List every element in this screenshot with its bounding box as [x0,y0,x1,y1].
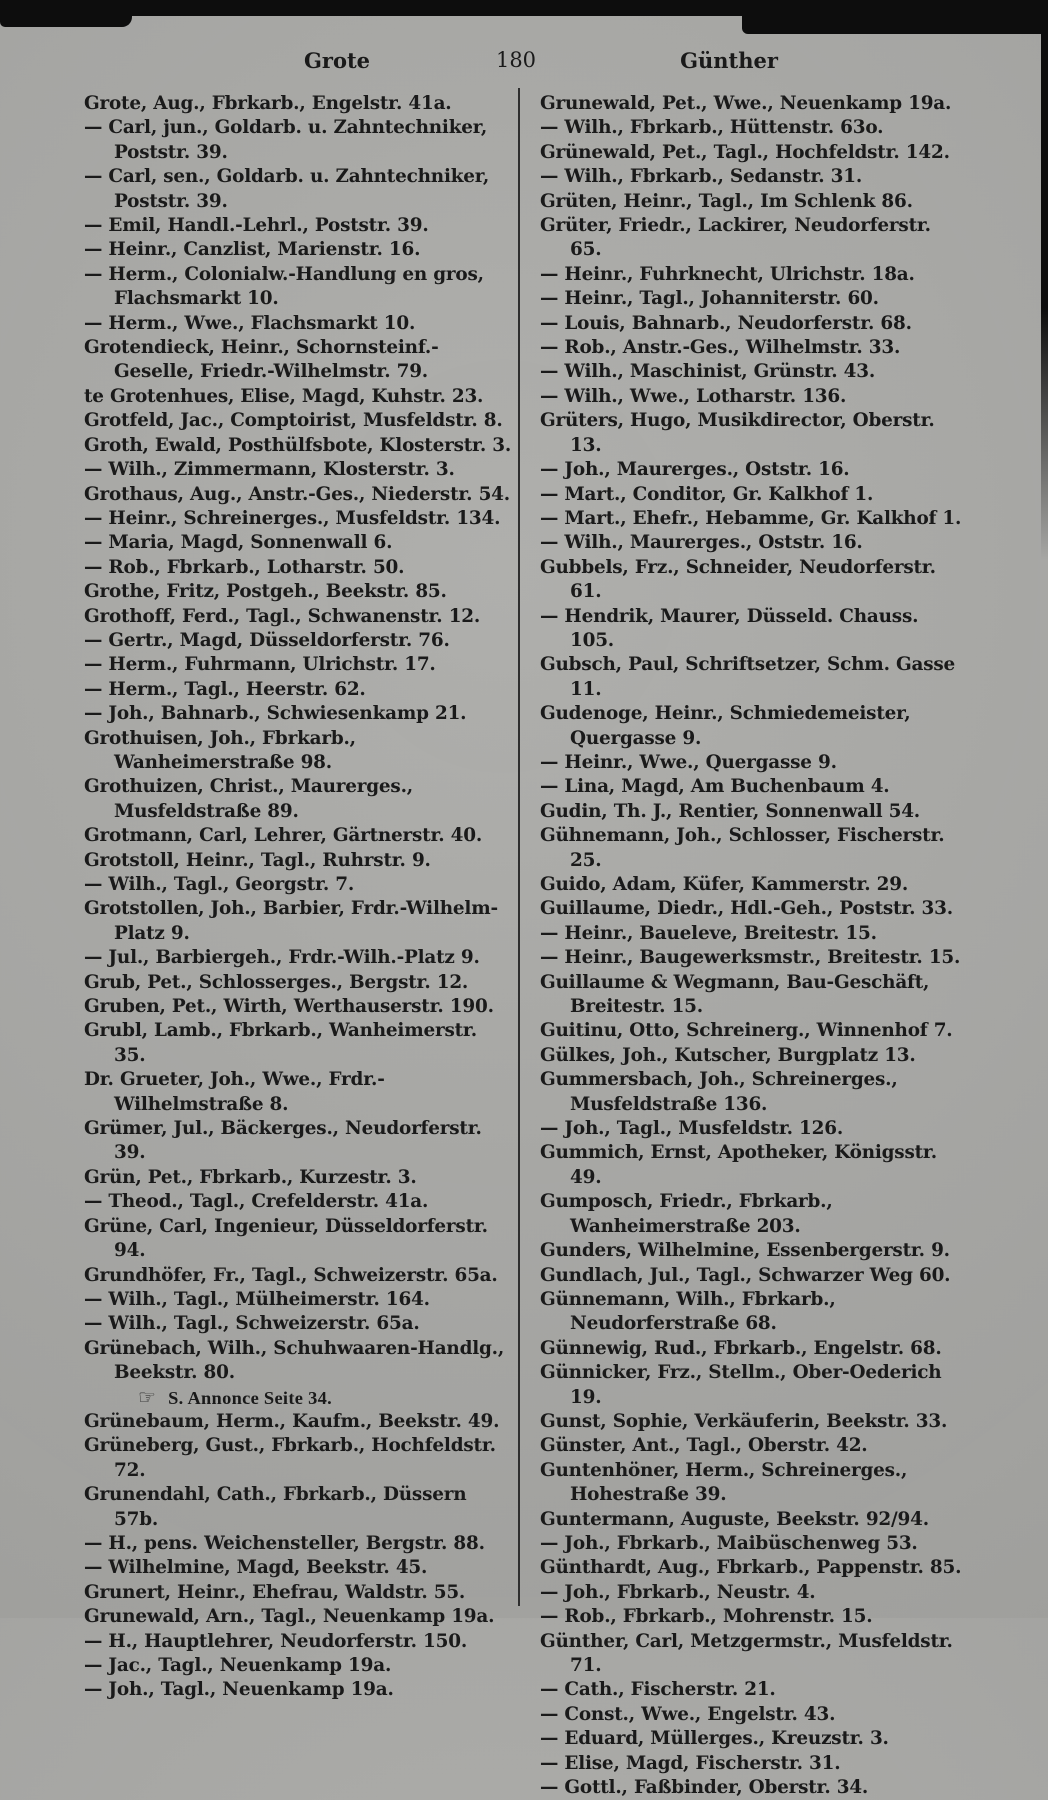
entry-text: Günnicker, Frz., Stellm., Ober-Oederich 19. [540,1362,942,1408]
directory-entry [84,605,514,629]
entry-text: — Eduard, Müllerges., Kreuzstr. 3. [540,1728,889,1750]
entry-text: — Jul., Barbiergeh., Frdr.-Wilh.-Platz 9. [84,947,480,969]
directory-entry [540,483,966,507]
entry-text: Grüneberg, Gust., Fbrkarb., Hochfeldstr. 72. [84,1435,496,1481]
entry-text: — Heinr., Wwe., Quergasse 9. [540,751,837,773]
entry-text: Gundlach, Jul., Tagl., Schwarzer Weg 60. [540,1264,951,1286]
entry-text: Gudin, Th. J., Rentier, Sonnenwall 54. [540,800,921,822]
directory-entry [540,1532,966,1556]
entry-text: Grunert, Heinr., Ehefrau, Waldstr. 55. [84,1581,466,1603]
entry-text: — Wilh., Maurerges., Oststr. 16. [540,532,863,554]
directory-entry [84,556,514,580]
directory-entry [540,1459,966,1508]
entry-text: Grünebach, Wilh., Schuhwaaren-Handlg., Beekstr. 80. [84,1337,505,1384]
entry-text: — Herm., Wwe., Flachsmarkt 10. [84,312,416,334]
entry-text: Grünebaum, Herm., Kaufm., Beekstr. 49. [84,1410,500,1432]
directory-entry [84,1166,514,1190]
directory-entry [84,1264,514,1288]
entry-text: — Joh., Tagl., Musfeldstr. 126. [540,1118,844,1140]
entry-text: — Heinr., Canzlist, Marienstr. 16. [84,239,421,261]
entry-text: — Heinr., Fuhrknecht, Ulrichstr. 18a. [540,263,915,285]
entry-text: — Rob., Fbrkarb., Lotharstr. 50. [84,556,405,578]
entry-text: Guntermann, Auguste, Beekstr. 92/94. [540,1508,929,1530]
directory-entry [540,92,966,116]
directory-entry [540,1361,966,1410]
entry-text: — Carl, jun., Goldarb. u. Zahntechniker, Poststr. 39. [84,117,488,163]
entry-text: — Joh., Bahnarb., Schwiesenkamp 21. [84,703,467,725]
scan-edge-right [1041,0,1048,560]
entry-text: Grüter, Friedr., Lackirer, Neudorferstr. 65. [540,215,931,261]
directory-entry [540,1776,966,1800]
entry-text: Grüten, Heinr., Tagl., Im Schlenk 86. [540,190,913,212]
directory-column-left [84,92,514,1703]
entry-text: — Emil, Handl.-Lehrl., Poststr. 39. [84,215,429,237]
directory-entry [84,946,514,970]
directory-entry [540,605,966,654]
directory-entry [84,1190,514,1214]
directory-entry [540,922,966,946]
entry-text: Grotstoll, Heinr., Tagl., Ruhrstr. 9. [84,849,431,871]
directory-entry [84,458,514,482]
directory-entry [84,971,514,995]
directory-entry [540,751,966,775]
directory-entry [540,531,966,555]
directory-entry [540,1264,966,1288]
directory-entry [84,434,514,458]
entry-text: Grote, Aug., Fbrkarb., Engelstr. 41a. [84,93,452,114]
running-head [0,48,1048,76]
entry-text: Grotendieck, Heinr., Schornsteinf.-Geselle, Friedr.-Wilhelmstr. 79. [84,337,439,383]
directory-entry [540,1727,966,1751]
directory-entry [84,1019,514,1068]
directory-entry [84,653,514,677]
entry-text: — Carl, sen., Goldarb. u. Zahntechniker, Poststr. 39. [84,166,490,212]
entry-text: — Hendrik, Maurer, Düsseld. Chauss. 105. [540,605,919,651]
entry-text: Grothuizen, Christ., Maurerges., Musfeldstraße 89. [84,776,413,822]
entry-text: Groth, Ewald, Posthülfsbote, Klosterstr. 3. [84,434,512,456]
entry-text: Dr. Grueter, Joh., Wwe., Frdr.-Wilhelmstraße 8. [84,1069,385,1115]
entry-text: Grothoff, Ferd., Tagl., Schwanenstr. 12. [84,605,481,627]
entry-text: — Wilh., Tagl., Schweizerstr. 65a. [84,1313,420,1335]
entry-text: Grüne, Carl, Ingenieur, Düsseldorferstr. 94. [84,1215,488,1262]
directory-entry [540,1410,966,1434]
directory-entry [540,1068,966,1117]
directory-entry [540,946,966,970]
page-number: 180 [495,48,537,72]
entry-text: — Gertr., Magd, Düsseldorferstr. 76. [84,629,450,651]
directory-entry [84,238,514,262]
directory-entry [84,629,514,653]
directory-entry [540,1508,966,1532]
directory-entry [84,336,514,385]
entry-text: Günnemann, Wilh., Fbrkarb., Neudorferstraße 68. [540,1288,836,1335]
directory-entry [540,190,966,214]
entry-text: — H., pens. Weichensteller, Bergstr. 88. [84,1532,485,1554]
directory-entry [540,1703,966,1727]
entry-text: — Joh., Fbrkarb., Neustr. 4. [540,1581,816,1603]
entry-text: — Gottl., Faßbinder, Oberstr. 34. [540,1777,869,1799]
entry-text: Grüters, Hugo, Musikdirector, Oberstr. 13. [540,410,935,456]
directory-entry [540,824,966,873]
entry-text: Grotstollen, Joh., Barbier, Frdr.-Wilhelm-Platz 9. [84,898,498,944]
entry-text: — Wilh., Fbrkarb., Hüttenstr. 63o. [540,117,884,139]
entry-text: Grothe, Fritz, Postgeh., Beekstr. 85. [84,581,447,603]
directory-entry [84,824,514,848]
directory-entry [540,1141,966,1190]
entry-text: Günnewig, Rud., Fbrkarb., Engelstr. 68. [540,1337,942,1359]
entry-text: Gummich, Ernst, Apotheker, Königsstr. 49. [540,1142,937,1188]
directory-entry [540,1752,966,1776]
entry-text: S. Annonce Seite 34. [168,1387,333,1408]
directory-entry [84,775,514,824]
directory-entry [84,1337,514,1386]
entry-text: — Cath., Fischerstr. 21. [540,1679,776,1701]
directory-entry [84,214,514,238]
entry-text: Gruben, Pet., Wirth, Werthauserstr. 190. [84,996,494,1018]
entry-text: — Joh., Tagl., Neuenkamp 19a. [84,1679,394,1701]
entry-text: Günster, Ant., Tagl., Oberstr. 42. [540,1435,868,1457]
entry-text: Grubl, Lamb., Fbrkarb., Wanheimerstr. 35. [84,1020,477,1066]
directory-entry [84,1556,514,1580]
entry-text: Grub, Pet., Schlosserges., Bergstr. 12. [84,971,469,993]
directory-column-right [540,92,966,1800]
directory-entry [540,336,966,360]
directory-entry [84,165,514,214]
entry-text: Grundhöfer, Fr., Tagl., Schweizerstr. 65a. [84,1264,498,1286]
directory-entry [84,1312,514,1336]
directory-entry [84,1386,514,1410]
entry-text: — Wilh., Maschinist, Grünstr. 43. [540,361,876,383]
scan-edge-top-left [0,0,132,27]
directory-entry [540,1434,966,1458]
entry-text: Günther, Carl, Metzgermstr., Musfeldstr. 71. [540,1630,953,1676]
entry-text: Guido, Adam, Küfer, Kammerstr. 29. [540,874,909,895]
directory-entry [540,897,966,921]
directory-entry [84,483,514,507]
directory-entry [84,1117,514,1166]
entry-text: — Wilh., Wwe., Lotharstr. 136. [540,385,847,407]
directory-entry [540,1605,966,1629]
entry-text: — H., Hauptlehrer, Neudorferstr. 150. [84,1630,468,1652]
entry-text: Gunders, Wilhelmine, Essenbergerstr. 9. [540,1240,950,1262]
directory-entry [540,141,966,165]
manicule-icon: ☞ [138,1386,157,1409]
directory-entry [540,385,966,409]
directory-entry [84,531,514,555]
entry-text: — Jac., Tagl., Neuenkamp 19a. [84,1655,392,1676]
directory-entry [84,727,514,776]
entry-text: — Heinr., Baueleve, Breitestr. 15. [540,922,877,944]
entry-text: — Heinr., Baugewerksmstr., Breitestr. 15. [540,947,961,969]
directory-entry [540,1337,966,1361]
directory-entry [540,1044,966,1068]
directory-entry [540,507,966,531]
entry-text: Grotmann, Carl, Lehrer, Gärtnerstr. 40. [84,825,483,847]
entry-text: — Mart., Conditor, Gr. Kalkhof 1. [540,483,874,505]
directory-entry [540,312,966,336]
directory-entry [540,1190,966,1239]
directory-entry [84,995,514,1019]
directory-entry [540,1556,966,1580]
directory-entry [84,385,514,409]
directory-entry [84,1581,514,1605]
directory-entry [84,1410,514,1434]
entry-text: te Grotenhues, Elise, Magd, Kuhstr. 23. [84,385,484,407]
entry-text: — Wilh., Tagl., Georgstr. 7. [84,874,355,895]
entry-text: Gunst, Sophie, Verkäuferin, Beekstr. 33. [540,1410,948,1432]
directory-entry [540,214,966,263]
directory-entry [540,702,966,751]
directory-entry [84,1288,514,1312]
entry-text: — Wilhelmine, Magd, Beekstr. 45. [84,1557,428,1579]
entry-text: — Louis, Bahnarb., Neudorferstr. 68. [540,312,912,334]
directory-entry [540,1239,966,1263]
directory-entry [84,1605,514,1629]
directory-entry [540,1678,966,1702]
directory-entry [540,653,966,702]
entry-text: Gumposch, Friedr., Fbrkarb., Wanheimerstraße 203. [540,1191,833,1237]
entry-text: — Theod., Tagl., Crefelderstr. 41a. [84,1191,429,1213]
column-divider [518,88,520,1606]
entry-text: Grothuisen, Joh., Fbrkarb., Wanheimerstraße 98. [84,727,356,773]
directory-entry [540,1117,966,1141]
entry-text: — Const., Wwe., Engelstr. 43. [540,1703,836,1725]
directory-entry [540,116,966,140]
directory-entry [84,1068,514,1117]
entry-text: — Herm., Fuhrmann, Ulrichstr. 17. [84,654,436,676]
directory-entry [540,360,966,384]
directory-entry [540,873,966,897]
directory-entry [84,263,514,312]
entry-text: Gülkes, Joh., Kutscher, Burgplatz 13. [540,1044,916,1066]
entry-text: — Wilh., Tagl., Mülheimerstr. 164. [84,1288,430,1310]
entry-text: Gühnemann, Joh., Schlosser, Fischerstr. 25. [540,825,945,871]
entry-text: Guillaume, Diedr., Hdl.-Geh., Poststr. 33. [540,898,953,920]
header-keyword-left: Grote [303,48,371,73]
scan-edge-top-right [742,0,1048,34]
entry-text: Guitinu, Otto, Schreinerg., Winnenhof 7. [540,1020,953,1042]
directory-entry [540,1288,966,1337]
entry-text: — Heinr., Schreinerges., Musfeldstr. 134. [84,507,501,529]
directory-entry [84,1654,514,1678]
entry-text: Grunendahl, Cath., Fbrkarb., Düssern 57b. [84,1484,467,1530]
directory-entry [84,409,514,433]
directory-entry [84,116,514,165]
directory-entry [84,849,514,873]
directory-entry [84,1483,514,1532]
header-keyword-right: Günther [680,48,778,73]
entry-text: Gubsch, Paul, Schriftsetzer, Schm. Gasse 11. [540,654,956,700]
directory-entry [84,873,514,897]
directory-entry [84,1215,514,1264]
directory-entry [540,800,966,824]
entry-text: Gudenoge, Heinr., Schmiedemeister, Quergasse 9. [540,703,911,749]
entry-text: — Elise, Magd, Fischerstr. 31. [540,1752,841,1774]
entry-text: Günthardt, Aug., Fbrkarb., Pappenstr. 85. [540,1557,962,1579]
directory-entry [84,1678,514,1702]
entry-text: Grünewald, Pet., Tagl., Hochfeldstr. 142. [540,141,950,163]
entry-text: — Herm., Colonialw.-Handlung en gros, Flachsmarkt 10. [84,263,484,310]
entry-text: Guillaume & Wegmann, Bau-Geschäft, Breitestr. 15. [540,971,930,1018]
directory-entry [84,1532,514,1556]
entry-text: — Wilh., Zimmermann, Klosterstr. 3. [84,459,455,481]
entry-text: — Joh., Fbrkarb., Maibüschenweg 53. [540,1532,918,1554]
entry-text: — Mart., Ehefr., Hebamme, Gr. Kalkhof 1. [540,507,962,529]
entry-text: Grotfeld, Jac., Comptoirist, Musfeldstr. 8. [84,410,503,432]
directory-entry [540,1581,966,1605]
entry-text: Gummersbach, Joh., Schreinerges., Musfeldstraße 136. [540,1069,898,1115]
entry-text: — Wilh., Fbrkarb., Sedanstr. 31. [540,166,863,188]
directory-entry [540,775,966,799]
directory-entry [540,1019,966,1043]
entry-text: — Maria, Magd, Sonnenwall 6. [84,532,393,554]
entry-text: Gubbels, Frz., Schneider, Neudorferstr. 61. [540,556,936,603]
entry-text: — Heinr., Tagl., Johanniterstr. 60. [540,288,879,310]
entry-text: Grothaus, Aug., Anstr.-Ges., Niederstr. 54. [84,483,510,505]
entry-text: — Herm., Tagl., Heerstr. 62. [84,678,366,700]
directory-entry [540,287,966,311]
entry-text: Guntenhöner, Herm., Schreinerges., Hohestraße 39. [540,1459,908,1506]
entry-text: Grunewald, Pet., Wwe., Neuenkamp 19a. [540,93,952,114]
directory-entry [540,458,966,482]
directory-entry [540,263,966,287]
entry-text: — Rob., Fbrkarb., Mohrenstr. 15. [540,1606,873,1628]
directory-entry [84,580,514,604]
directory-entry [540,971,966,1020]
entry-text: — Joh., Maurerges., Oststr. 16. [540,459,850,481]
entry-text: — Lina, Magd, Am Buchenbaum 4. [540,776,890,798]
directory-entry [84,1630,514,1654]
entry-text: Grunewald, Arn., Tagl., Neuenkamp 19a. [84,1606,495,1628]
entry-text: — Rob., Anstr.-Ges., Wilhelmstr. 33. [540,337,901,359]
directory-entry [84,702,514,726]
directory-entry [84,1434,514,1483]
directory-entry [84,678,514,702]
entry-text: Grümer, Jul., Bäckerges., Neudorferstr. 39. [84,1118,482,1164]
directory-entry [84,312,514,336]
directory-entry [84,897,514,946]
directory-entry [540,165,966,189]
entry-text: Grün, Pet., Fbrkarb., Kurzestr. 3. [84,1166,417,1188]
directory-entry [84,507,514,531]
directory-entry [540,1630,966,1679]
directory-entry [84,92,514,116]
directory-entry [540,409,966,458]
directory-entry [540,556,966,605]
